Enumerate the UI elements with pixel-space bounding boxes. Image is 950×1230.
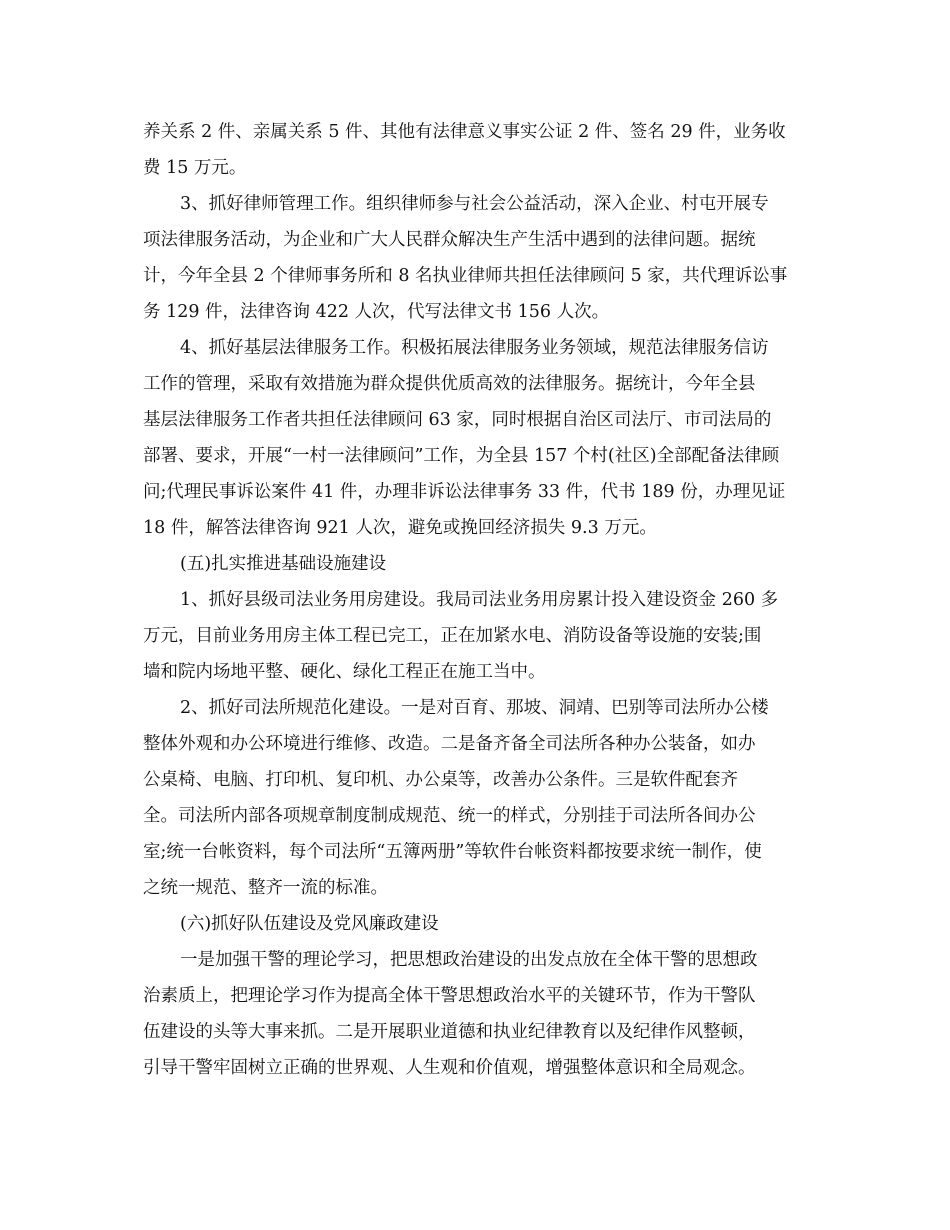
text-line: 部署、要求，开展“一村一法律顾问”工作，为全县 157 个村(社区)全部配备法律顾	[143, 446, 780, 466]
paragraph-start: 4、抓好基层法律服务工作。积极拓展法律服务业务领域，规范法律服务信访	[180, 338, 769, 358]
section-heading: (五)扎实推进基础设施建设	[180, 554, 387, 574]
text-line: 工作的管理，采取有效措施为群众提供优质高效的法律服务。据统计，今年全县	[143, 374, 756, 394]
text-line: 基层法律服务工作者共担任法律顾问 63 家，同时根据自治区司法厅、市司法局的	[143, 410, 772, 430]
paragraph-start: 一是加强干警的理论学习，把思想政治建设的出发点放在全体干警的思想政	[180, 950, 758, 970]
text-line: 引导干警牢固树立正确的世界观、人生观和价值观，增强整体意识和全局观念。	[143, 1058, 756, 1078]
text-line: 全。司法所内部各项规章制度制成规范、统一的样式，分别挂于司法所各间办公	[143, 806, 756, 826]
text-line: 问;代理民事诉讼案件 41 件，办理非诉讼法律事务 33 件，代书 189 份，办理见证	[143, 482, 786, 502]
text-line: 计，今年全县 2 个律师事务所和 8 名执业律师共担任法律顾问 5 家，共代理诉讼事	[143, 266, 788, 286]
text-line: 费 15 万元。	[143, 158, 247, 178]
text-line: 公桌椅、电脑、打印机、复印机、办公桌等，改善办公条件。三是软件配套齐	[143, 770, 738, 790]
paragraph-start: 3、抓好律师管理工作。组织律师参与社会公益活动，深入企业、村屯开展专	[180, 194, 769, 214]
section-heading: (六)抓好队伍建设及党风廉政建设	[180, 914, 439, 934]
text-line: 室;统一台帐资料，每个司法所“五簿两册”等软件台帐资料都按要求统一制作，使	[143, 842, 762, 862]
text-line: 墙和院内场地平整、硬化、绿化工程正在施工当中。	[143, 662, 546, 682]
paragraph-start: 2、抓好司法所规范化建设。一是对百育、那坡、洞靖、巴别等司法所办公楼	[180, 698, 769, 718]
paragraph-start: 1、抓好县级司法业务用房建设。我局司法业务用房累计投入建设资金 260 多	[180, 590, 779, 610]
text-line: 务 129 件，法律咨询 422 人次，代写法律文书 156 人次。	[143, 302, 610, 322]
text-line: 养关系 2 件、亲属关系 5 件、其他有法律意义事实公证 2 件、签名 29 件，业务收	[143, 122, 786, 142]
text-line: 项法律服务活动，为企业和广大人民群众解决生产生活中遇到的法律问题。据统	[143, 230, 756, 250]
document-body	[143, 114, 813, 1086]
text-line: 18 件，解答法律咨询 921 人次，避免或挽回经济损失 9.3 万元。	[143, 518, 657, 538]
text-line: 伍建设的头等大事来抓。二是开展职业道德和执业纪律教育以及纪律作风整顿，	[143, 1022, 756, 1042]
text-line: 万元，目前业务用房主体工程已完工，正在加紧水电、消防设备等设施的安装;围	[143, 626, 762, 646]
text-line: 之统一规范、整齐一流的标准。	[143, 878, 388, 898]
text-line: 整体外观和办公环境进行维修、改造。二是备齐备全司法所各种办公装备，如办	[143, 734, 756, 754]
text-line: 治素质上，把理论学习作为提高全体干警思想政治水平的关键环节，作为干警队	[143, 986, 756, 1006]
